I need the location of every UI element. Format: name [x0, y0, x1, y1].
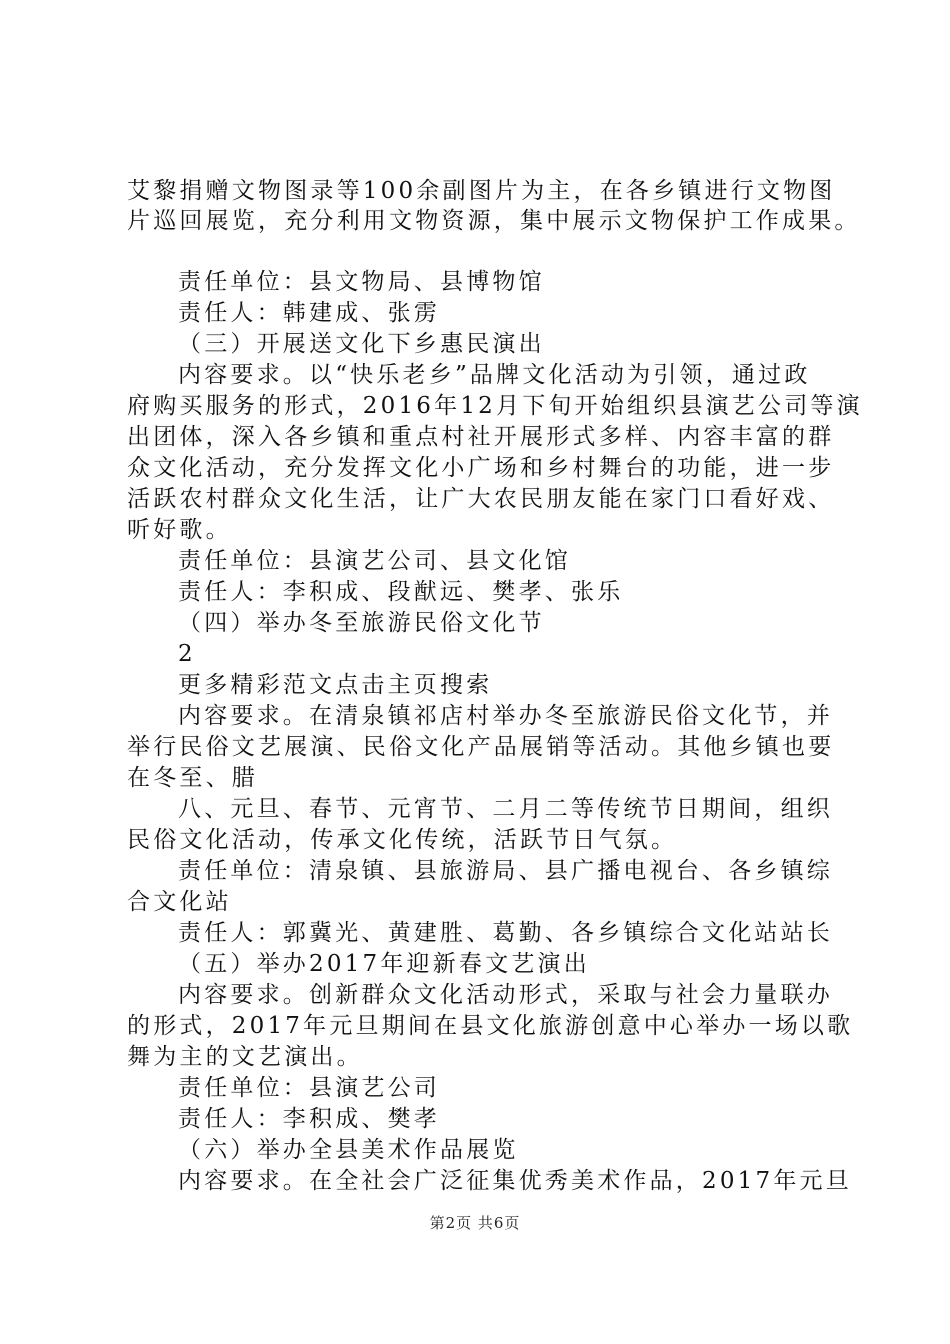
- page-footer: 第2页 共6页: [429, 1214, 521, 1232]
- body-line-29: 责任单位：县演艺公司: [178, 1075, 440, 1101]
- body-line-7: 府购买服务的形式，2016年12月下旬开始组织县演艺公司等演: [127, 393, 863, 419]
- body-line-12: 责任单位：县演艺公司、县文化馆: [178, 548, 571, 574]
- body-line-24: 责任人：郭冀光、黄建胜、葛勤、各乡镇综合文化站站长: [178, 920, 833, 946]
- body-line-18: 举行民俗文艺展演、民俗文化产品展销等活动。其他乡镇也要: [127, 734, 835, 760]
- section-heading-4: （四）举办冬至旅游民俗文化节: [178, 610, 545, 636]
- body-line-8: 出团体，深入各乡镇和重点村社开展形式多样、内容丰富的群: [127, 424, 835, 450]
- body-line-27: 的形式，2017年元旦期间在县文化旅游创意中心举办一场以歌: [127, 1013, 854, 1039]
- page-number-inline: 2: [178, 641, 196, 667]
- body-line-19: 在冬至、腊: [127, 765, 258, 791]
- section-heading-3: （三）开展送文化下乡惠民演出: [178, 331, 545, 357]
- body-line-20: 八、元旦、春节、元宵节、二月二等传统节日期间，组织: [178, 796, 833, 822]
- body-line-13: 责任人：李积成、段猷远、樊孝、张乐: [178, 579, 624, 605]
- body-line-30: 责任人：李积成、樊孝: [178, 1106, 440, 1132]
- body-line-3: 责任单位：县文物局、县博物馆: [178, 269, 545, 295]
- body-line-4: 责任人：韩建成、张雳: [178, 300, 440, 326]
- body-line-11: 听好歌。: [127, 517, 232, 543]
- body-line-28: 舞为主的文艺演出。: [127, 1044, 363, 1070]
- section-heading-6: （六）举办全县美术作品展览: [178, 1137, 519, 1163]
- promo-text: 更多精彩范文点击主页搜索: [178, 672, 493, 698]
- body-line-23: 合文化站: [127, 889, 232, 915]
- body-line-6: 内容要求。以“快乐老乡”品牌文化活动为引领，通过政: [178, 362, 811, 388]
- body-line-22: 责任单位：清泉镇、县旅游局、县广播电视台、各乡镇综: [178, 858, 833, 884]
- body-line-32: 内容要求。在全社会广泛征集优秀美术作品，2017年元旦: [178, 1168, 852, 1194]
- section-heading-5: （五）举办2017年迎新春文艺演出: [178, 951, 590, 977]
- body-line-21: 民俗文化活动，传承文化传统，活跃节日气氛。: [127, 827, 678, 853]
- body-line-2: 片巡回展览，充分利用文物资源，集中展示文物保护工作成果。: [127, 208, 861, 234]
- body-line-10: 活跃农村群众文化生活，让广大农民朋友能在家门口看好戏、: [127, 486, 835, 512]
- body-line-9: 众文化活动，充分发挥文化小广场和乡村舞台的功能，进一步: [127, 455, 835, 481]
- body-line-17: 内容要求。在清泉镇祁店村举办冬至旅游民俗文化节，并: [178, 703, 833, 729]
- body-line-1: 艾黎捐赠文物图录等100余副图片为主，在各乡镇进行文物图: [127, 178, 836, 204]
- body-line-26: 内容要求。创新群众文化活动形式，采取与社会力量联办: [178, 982, 833, 1008]
